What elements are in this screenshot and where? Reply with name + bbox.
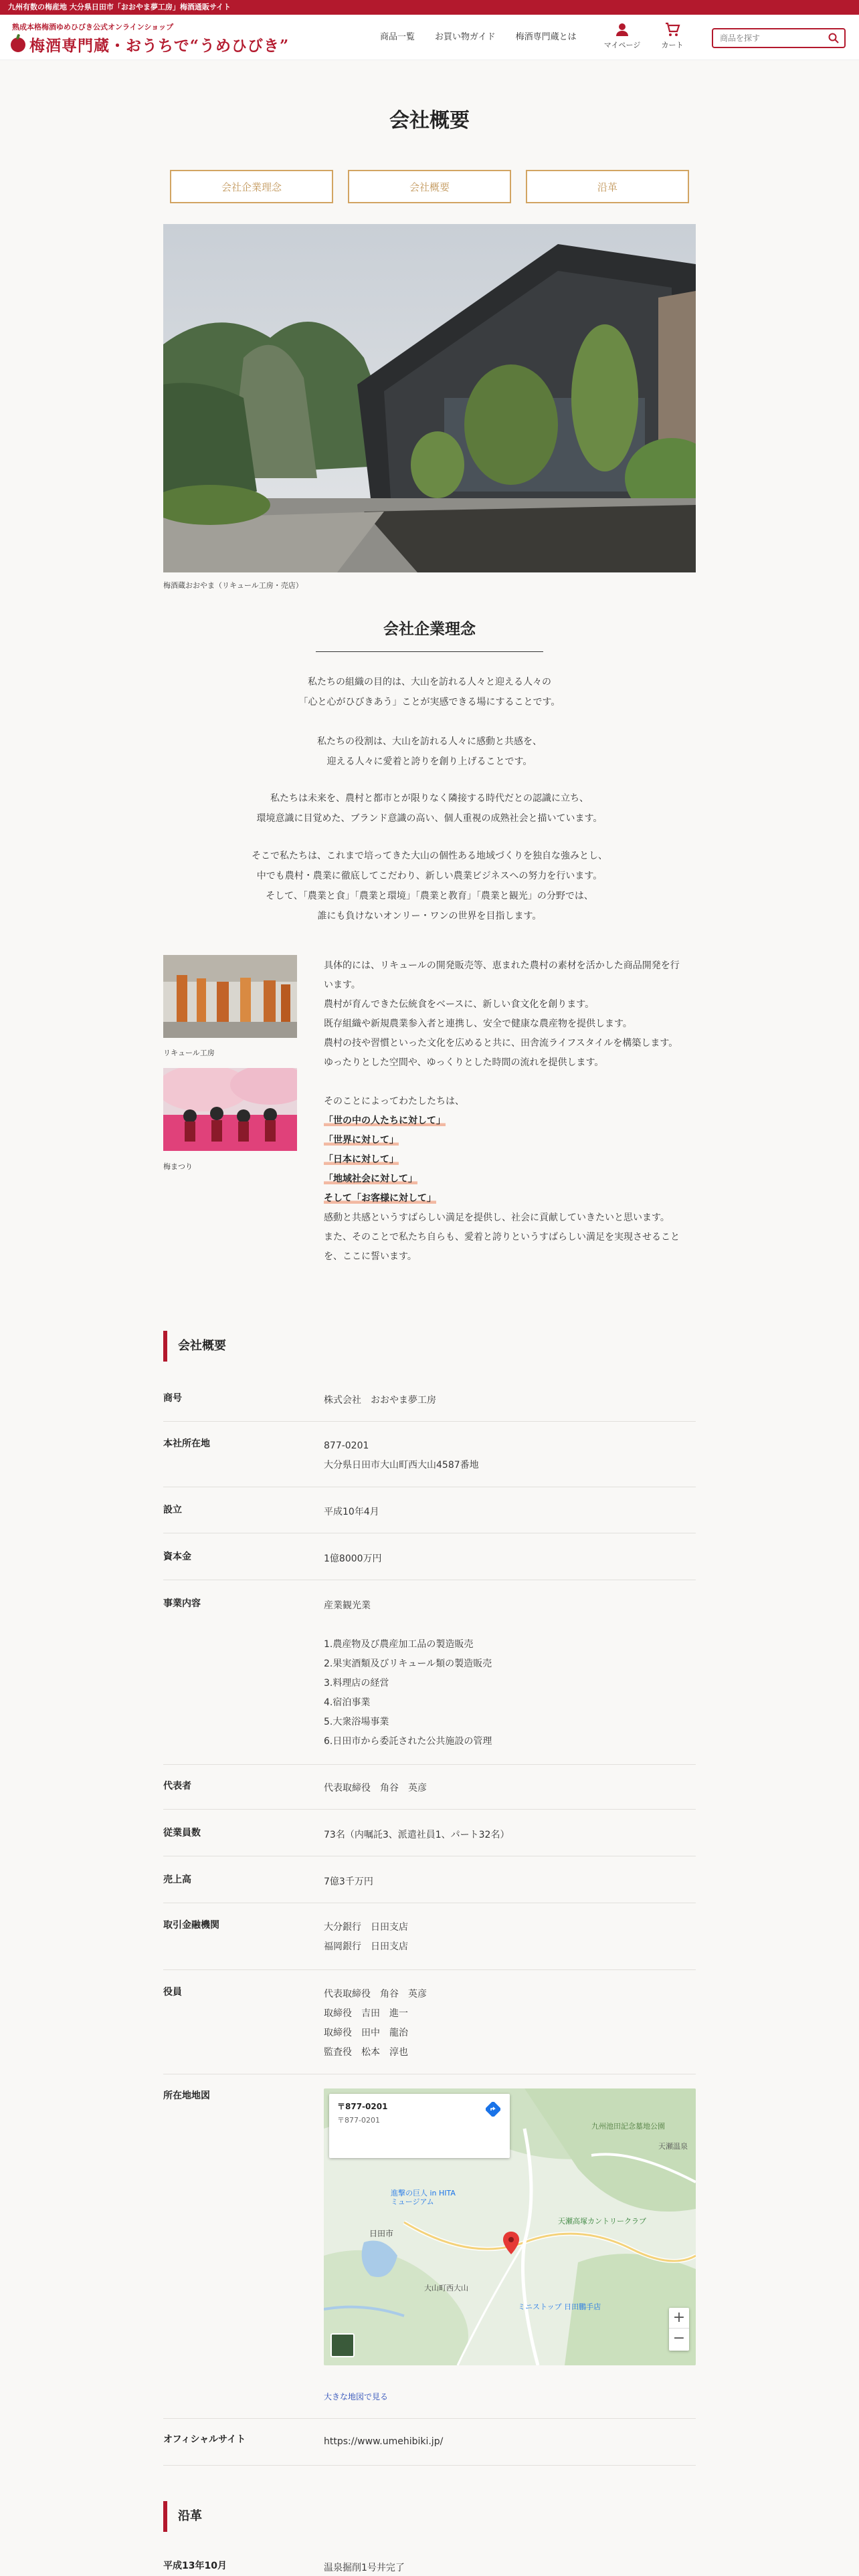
row-key: 事業内容 <box>163 1598 201 1609</box>
overview-row-headquarters <box>163 1436 696 1487</box>
zoom-out-button[interactable]: − <box>672 2330 686 2347</box>
row-key: 代表者 <box>163 1781 191 1792</box>
location-map[interactable] <box>324 2088 696 2365</box>
row-key: 所在地地図 <box>163 2090 210 2101</box>
user-icon <box>614 21 630 37</box>
highlight-phrase: 「世の中の人たちに対して」 <box>324 1115 446 1126</box>
plum-festival-photo <box>163 1068 297 1151</box>
overview-row-business <box>163 1596 696 1765</box>
map-label: 九州池田記念墓地公園 <box>591 2122 665 2131</box>
value-line: 5.大衆浴場事業 <box>324 1717 389 1727</box>
nav-products[interactable]: 商品一覧 <box>380 32 415 42</box>
philosophy-line: 「心と心がひびきあう」ことが実感できる場にすることです。 <box>298 697 561 708</box>
philosophy-line: 環境意識に目覚めた、ブランド意識の高い、個人重視の成熟社会と描いています。 <box>256 813 603 824</box>
site-header <box>0 15 859 60</box>
map-label: ミニストップ 日田鵬手店 <box>518 2302 601 2311</box>
philosophy-details <box>324 956 696 1267</box>
value-line: 大分県日田市大山町西大山4587番地 <box>324 1460 479 1471</box>
value-line: 7億3千万円 <box>324 1876 373 1887</box>
row-key: 資本金 <box>163 1551 191 1562</box>
detail-line: 農村が育んできた伝統食をベースに、新しい食文化を創ります。 <box>324 999 595 1010</box>
overview-row-officers <box>163 1985 696 2074</box>
overview-heading: 会社概要 <box>163 1331 696 1362</box>
value-line: 2.果実酒類及びリキュール類の製造販売 <box>324 1658 492 1669</box>
cart-label: カート <box>661 41 684 49</box>
philosophy-paragraph-1 <box>163 672 696 712</box>
detail-line: います。 <box>324 980 361 990</box>
logo-text: 梅酒専門蔵・おうちで“うめひびき” <box>29 37 290 55</box>
philosophy-line: 私たちの役割は、大山を訪れる人々に感動と共感を、 <box>317 736 542 747</box>
row-value <box>324 1872 373 1892</box>
value-line: 4.宿泊事業 <box>324 1697 371 1708</box>
plum-logo-icon <box>11 37 25 52</box>
map-label: 進撃の巨人 in HITA ミュージアム <box>391 2189 456 2206</box>
detail-line: ゆったりとした空間や、ゆっくりとした時間の流れを提供します。 <box>324 1057 604 1068</box>
nav-shopping-guide[interactable]: お買い物ガイド <box>435 32 496 42</box>
philosophy-line: 迎える人々に愛着と誇りを創り上げることです。 <box>326 756 533 767</box>
philosophy-paragraph-3 <box>163 788 696 829</box>
detail-line: 農村の技や習慣といった文化を広めると共に、田舎流ライフスタイルを構築します。 <box>324 1038 678 1049</box>
site-logo[interactable] <box>11 33 289 56</box>
row-key: 売上高 <box>163 1874 191 1885</box>
row-value <box>324 1596 492 1751</box>
value-line: 監査役 松本 淳也 <box>324 2047 408 2058</box>
map-info-card <box>329 2094 510 2158</box>
tab-history[interactable]: 沿革 <box>526 170 689 203</box>
row-key: 設立 <box>163 1505 182 1515</box>
overview-row-employees <box>163 1826 696 1856</box>
philosophy-line: 私たちの組織の目的は、大山を訪れる人々と迎える人々の <box>308 677 551 687</box>
detail-intro: そのことによってわたしたちは、 <box>324 1096 464 1107</box>
row-value <box>324 1503 379 1522</box>
philosophy-paragraph-4 <box>163 846 696 926</box>
value-line: 取締役 吉田 進一 <box>324 2008 408 2019</box>
map-layer-toggle[interactable] <box>330 2333 355 2357</box>
overview-row-representative <box>163 1779 696 1810</box>
top-announcement-text: 九州有数の梅産地 大分県日田市「おおやま夢工房」梅酒通販サイト <box>8 3 231 11</box>
tab-overview[interactable]: 会社概要 <box>348 170 511 203</box>
map-label: 日田市 <box>369 2229 394 2238</box>
value-line: 株式会社 おおやま夢工房 <box>324 1395 436 1406</box>
mypage-button[interactable] <box>602 21 642 50</box>
product-search <box>712 28 846 48</box>
value-line: 73名（内嘱託3、派遣社員1、パート32名） <box>324 1830 510 1840</box>
history-heading: 沿革 <box>163 2501 696 2532</box>
value-line: 産業観光業 <box>324 1600 371 1611</box>
value-line: 1億8000万円 <box>324 1553 382 1564</box>
map-card-subtitle: 〒877-0201 <box>337 2116 380 2125</box>
detail-closing-line: 感動と共感というすばらしい満足を提供し、社会に貢献していきたいと思います。 <box>324 1212 670 1223</box>
directions-icon[interactable] <box>486 2102 500 2117</box>
value-line: 福岡銀行 日田支店 <box>324 1941 408 1952</box>
overview-row-established <box>163 1503 696 1533</box>
liqueur-workshop-photo <box>163 955 297 1038</box>
photo1-caption: リキュール工房 <box>163 1049 215 1057</box>
value-line: 1.農産物及び農産加工品の製造販売 <box>324 1639 474 1650</box>
official-site-link[interactable]: https://www.umehibiki.jp/ <box>324 2436 444 2447</box>
overview-row-trade-name <box>163 1391 696 1422</box>
row-value <box>324 1918 408 1957</box>
value-line: 大分銀行 日田支店 <box>324 1922 408 1933</box>
philosophy-divider <box>316 651 543 652</box>
highlight-phrase: そして「お客様に対して」 <box>324 1193 436 1204</box>
tab-philosophy[interactable]: 会社企業理念 <box>170 170 333 203</box>
philosophy-line: 私たちは未来を、農村と都市とが限りなく隣接する時代だとの認識に立ち、 <box>270 793 589 804</box>
photo2-caption: 梅まつり <box>163 1162 193 1171</box>
larger-map-link[interactable]: 大きな地図で見る <box>324 2392 389 2401</box>
row-value <box>324 1436 479 1475</box>
value-line: 取締役 田中 龍治 <box>324 2028 408 2038</box>
value-line: 877-0201 <box>324 1440 369 1451</box>
cart-icon <box>664 21 680 37</box>
philosophy-line: 中でも農村・農業に徹底してこだわり、新しい農業ビジネスへの努力を行います。 <box>256 871 603 881</box>
detail-closing-line: を、ここに誓います。 <box>324 1251 417 1262</box>
value-line: 代表取締役 角谷 英彦 <box>324 1783 427 1794</box>
row-value <box>324 1985 427 2062</box>
search-icon[interactable] <box>828 33 839 43</box>
row-key: オフィシャルサイト <box>163 2434 246 2445</box>
highlight-phrase: 「日本に対して」 <box>324 1154 399 1165</box>
shop-tagline: 熟成本格梅酒ゆめひびき公式オンラインショップ <box>12 23 174 31</box>
top-announcement-bar <box>0 0 859 15</box>
overview-row-sales <box>163 1872 696 1903</box>
row-key: 役員 <box>163 1987 182 1998</box>
search-input[interactable] <box>713 29 820 47</box>
row-value <box>324 1391 436 1410</box>
mypage-label: マイページ <box>603 41 641 49</box>
overview-row-banks <box>163 1918 696 1970</box>
row-key: 従業員数 <box>163 1828 201 1838</box>
highlight-phrase: 「世界に対して」 <box>324 1135 399 1146</box>
overview-row-official-site <box>163 2432 696 2466</box>
row-value <box>324 1549 382 1569</box>
value-line: 代表取締役 角谷 英彦 <box>324 1989 427 2000</box>
value-line: 6.日田市から委託された公共施設の管理 <box>324 1736 492 1747</box>
cart-button[interactable] <box>652 21 692 50</box>
hero-caption: 梅酒蔵おおやま（リキュール工房・売店） <box>163 581 303 590</box>
map-label: 天瀬温泉 <box>658 2142 688 2151</box>
history-year: 平成13年10月 <box>163 2561 227 2571</box>
detail-closing-line: また、そのことで私たち自らも、愛着と誇りというすばらしい満足を実現させること <box>324 1232 680 1243</box>
location-pin-icon[interactable] <box>503 2232 519 2254</box>
row-key: 取引金融機関 <box>163 1920 219 1931</box>
overview-row-capital <box>163 1549 696 1580</box>
highlight-phrase: 「地域社会に対して」 <box>324 1174 417 1184</box>
row-key: 本社所在地 <box>163 1438 210 1449</box>
section-tabs <box>170 170 689 203</box>
philosophy-paragraph-2 <box>163 732 696 772</box>
value-line: 3.料理店の経営 <box>324 1678 389 1689</box>
main-nav <box>380 29 577 42</box>
row-key: 商号 <box>163 1393 182 1404</box>
philosophy-line: そして、「農業と食」「農業と環境」「農業と教育」「農業と観光」の分野では、 <box>266 891 593 901</box>
history-event: 温泉掘削1号井完了 <box>324 2563 405 2573</box>
philosophy-line: 誰にも負けないオンリー・ワンの世界を目指します。 <box>317 911 542 922</box>
map-zoom-controls <box>669 2308 689 2351</box>
value-line: 平成10年4月 <box>324 1507 379 1517</box>
history-row <box>163 2559 696 2576</box>
detail-line: 既存組織や新規農業参入者と連携し、安全で健康な農産物を提供します。 <box>324 1018 632 1029</box>
map-card-title: 〒877-0201 <box>337 2102 388 2111</box>
map-label: 天瀬高塚カントリークラブ <box>558 2217 646 2226</box>
row-value <box>324 1826 509 1845</box>
page-title: 会社概要 <box>389 109 470 132</box>
zoom-in-button[interactable]: + <box>669 2308 689 2329</box>
detail-line: 具体的には、リキュールの開発販売等、恵まれた農村の素材を活かした商品開発を行 <box>324 960 680 971</box>
nav-about-brewery[interactable]: 梅酒専門蔵とは <box>515 32 577 42</box>
hero-photo <box>163 224 696 572</box>
map-label: 大山町西大山 <box>424 2284 468 2292</box>
row-value <box>324 1779 427 1798</box>
philosophy-line: そこで私たちは、これまで培ってきた大山の個性ある地域づくりを独自な強みとし、 <box>252 851 607 861</box>
philosophy-title: 会社企業理念 <box>383 621 476 638</box>
